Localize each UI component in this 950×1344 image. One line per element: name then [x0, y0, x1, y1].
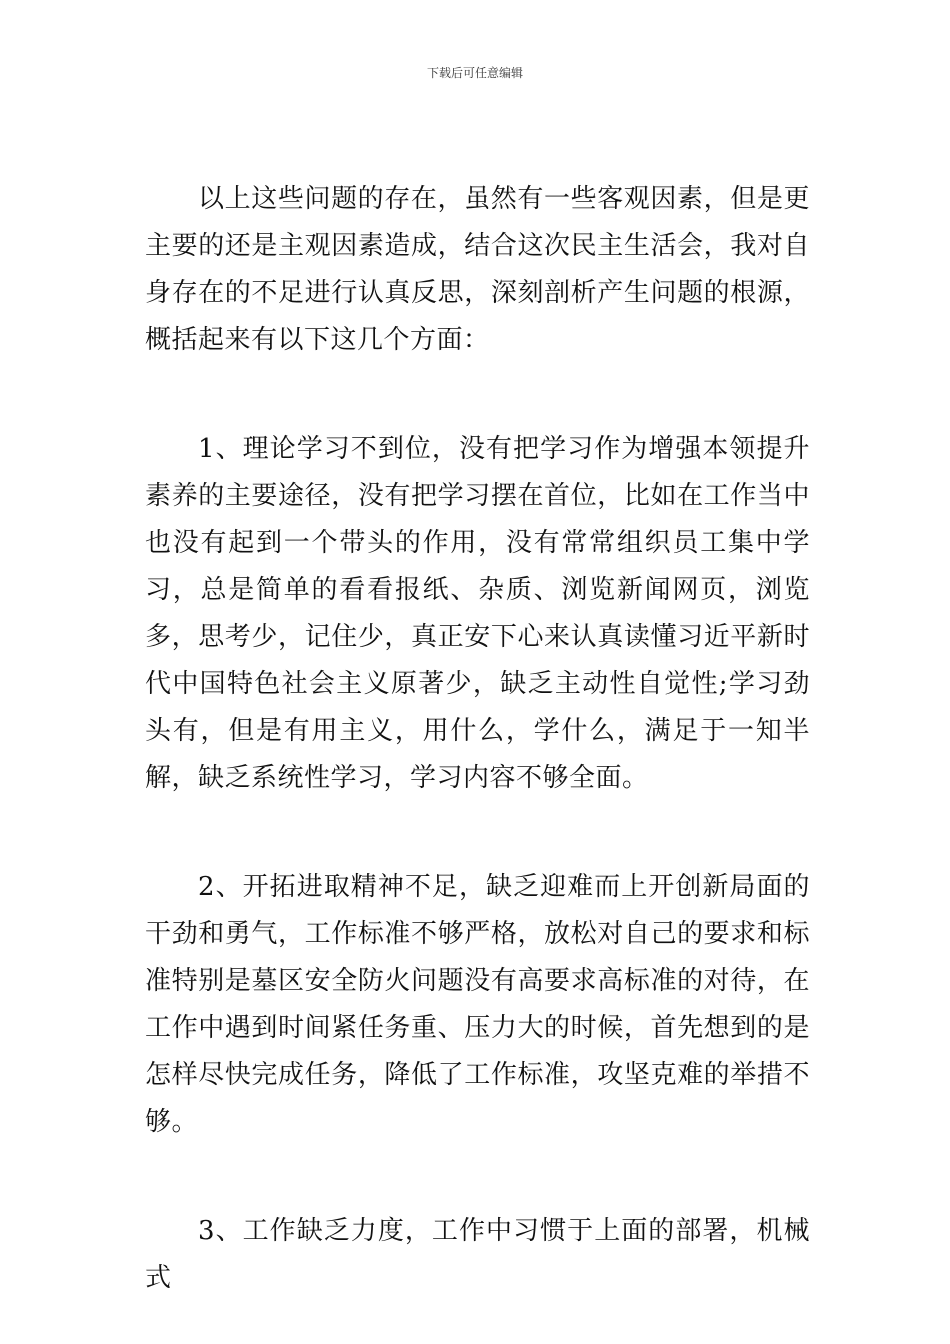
paragraph-intro: 以上这些问题的存在，虽然有一些客观因素，但是更主要的还是主观因素造成，结合这次民主生活会，我对自身存在的不足进行认真反思，深刻剖析产生问题的根源，概括起来有以下这几个方面： — [145, 184, 810, 355]
page-header: 下载后可任意编辑 — [426, 66, 523, 80]
paragraph-point-1: 1、理论学习不到位，没有把学习作为增强本领提升素养的主要途径，没有把学习摆在首位，比如在工作当中也没有起到一个带头的作用，没有常常组织员工集中学习，总是简单的看看报纸、杂质、浏览新闻网页，浏览多，思考少，记住少，真正安下心来认真读懂习近平新时代中国特色社会主义原著少，缺乏主动性自觉性;学习劲头有，但是有用主义，用什么，学什么，满足于一知半解，缺乏系统性学习，学习内容不够全面。 — [145, 434, 810, 793]
paragraph-point-3: 3、工作缺乏力度，工作中习惯于上面的部署，机械式 — [145, 1216, 810, 1293]
document-body — [145, 176, 810, 1302]
paragraph-point-2: 2、开拓进取精神不足，缺乏迎难而上开创新局面的干劲和勇气，工作标准不够严格，放松对自己的要求和标准特别是墓区安全防火问题没有高要求高标准的对待，在工作中遇到时间紧任务重、压力大的时候，首先想到的是怎样尽快完成任务，降低了工作标准，攻坚克难的举措不够。 — [145, 872, 810, 1137]
